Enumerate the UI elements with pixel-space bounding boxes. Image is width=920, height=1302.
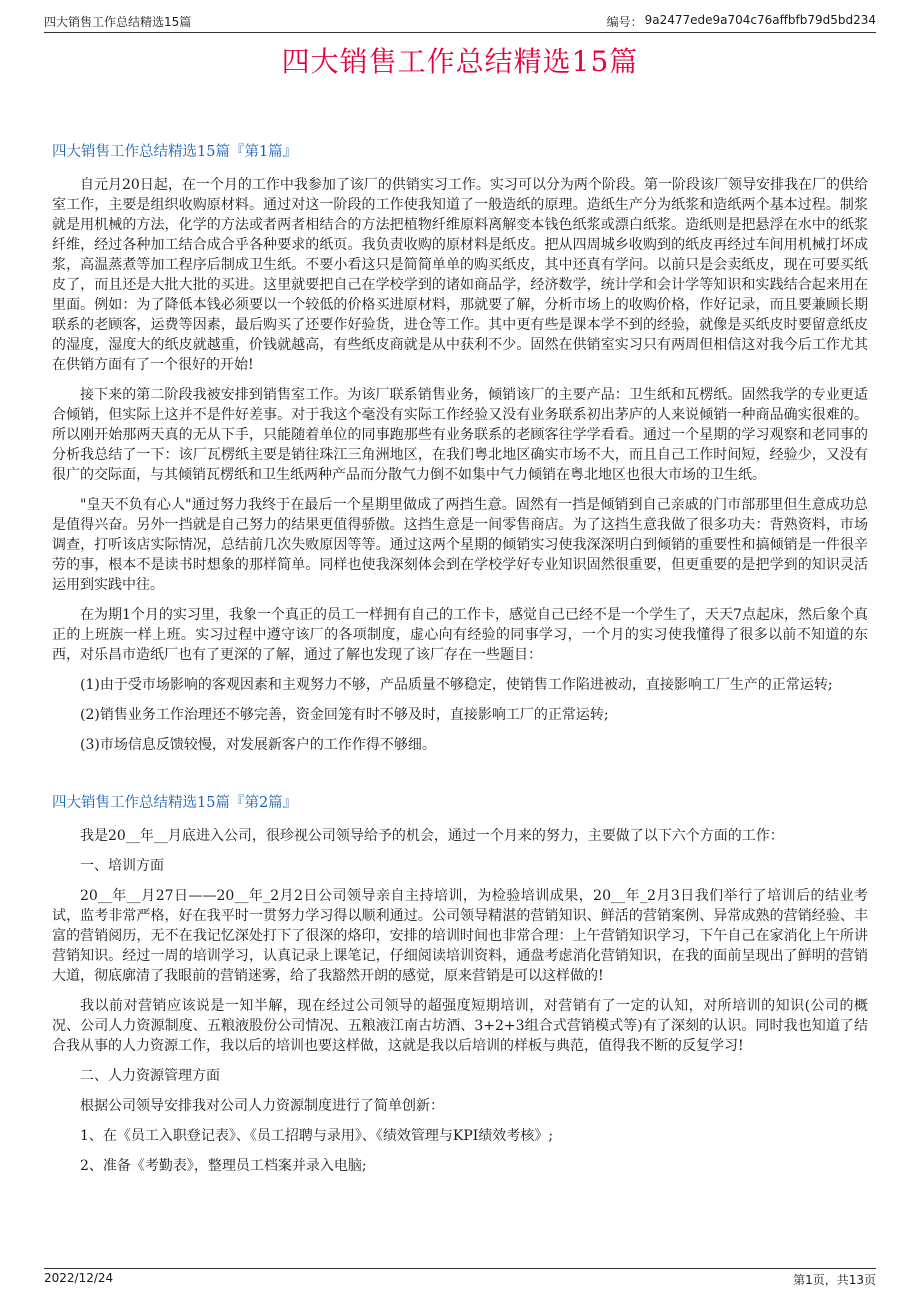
document-body: [52, 140, 868, 1186]
paragraph: 接下来的第二阶段我被安排到销售室工作。为该厂联系销售业务，倾销该厂的主要产品：卫生纸和瓦楞纸。固然我学的专业更适合倾销，但实际上这并不是件好差事。对于我这个毫没有实际工作经验又没有业务联系初出茅庐的人来说倾销一种商品确实很难的。所以刚开始那两天真的无从下手，只能随着单位的同事跑那些有业务联系的老顾客往学学看看。通过一个星期的学习观察和老同事的分析我总结了一下：该厂瓦楞纸主要是销往珠江三角洲地区，在我们粤北地区确实市场不大，而且自己工作时间短，经验少，又没有很广的交际面，与其倾销瓦楞纸和卫生纸两种产品而分散气力倒不如集中气力倾销在粤北地区也很大市场的卫生纸。: [52, 387, 868, 483]
section-2-heading: 四大销售工作总结精选15篇『第2篇』: [52, 795, 298, 811]
list-item: 1、在《员工入职登记表》、《员工招聘与录用》、《绩效管理与KPI绩效考核》;: [80, 1128, 554, 1144]
header-doc-name: 四大销售工作总结精选15篇: [44, 14, 192, 29]
page-footer: [44, 1268, 876, 1291]
paragraph: 在为期1个月的实习里，我象一个真正的员工一样拥有自己的工作卡，感觉自己已经不是一个学生了，天天7点起床，然后象个真正的上班族一样上班。实习过程中遵守该厂的各项制度，虚心向有经验的同事学习，一个月的实习使我懂得了很多以前不知道的东西，对乐昌市造纸厂也有了更深的了解，通过了解也发现了该厂存在一些题目：: [52, 607, 868, 663]
list-item: (2)销售业务工作治理还不够完善，资金回笼有时不够及时，直接影响工厂的正常运转;: [80, 707, 609, 723]
footer-page-info: 第1页，共13页: [793, 1273, 876, 1287]
subheading: 一、培训方面: [80, 858, 164, 874]
paragraph: "皇天不负有心人"通过努力我终于在最后一个星期里做成了两挡生意。固然有一挡是倾销到自己亲戚的门市部那里但生意成功总是值得兴奋。另外一挡就是自己努力的结果更值得骄傲。这挡生意是一间零售商店。为了这挡生意我做了很多功夫：背熟资料，市场调查，打听该店实际情况，总结前几次失败原因等等。通过这两个星期的倾销实习使我深深明白到倾销的重要性和搞倾销是一件很辛劳的事，根本不是读书时想象的那样简单。同样也使我深刻体会到在学校学好专业知识固然很重要，但更重要的是把学到的知识灵活运用到实践中往。: [52, 497, 868, 593]
header-id-label: 编号：: [606, 14, 643, 29]
footer-date: 2022/12/24: [44, 1271, 114, 1285]
list-item: (1)由于受市场影响的客观因素和主观努力不够，产品质量不够稳定，使销售工作陷进被动，直接影响工厂生产的正常运转;: [80, 677, 833, 693]
section-1-heading: 四大销售工作总结精选15篇『第1篇』: [52, 144, 298, 160]
paragraph: 根据公司领导安排我对公司人力资源制度进行了简单创新：: [80, 1098, 444, 1114]
document-title: 四大销售工作总结精选15篇: [281, 45, 639, 78]
page-header: [44, 10, 876, 33]
paragraph: 20__年__月27日——20__年_2月2日公司领导亲自主持培训，为检验培训成果，20__年_2月3日我们举行了培训后的结业考试，监考非常严格，好在我平时一贯努力学习得以顺利通过。公司领导精湛的营销知识、鲜活的营销案例、异常成熟的营销经验、丰富的营销阅历，无不在我记忆深处打下了很深的烙印，安排的培训时间也非常合理：上午营销知识学习，下午自己在家消化上午所讲营销知识。经过一周的培训学习，认真记录上课笔记，仔细阅读培训资料，通盘考虑消化营销知识，在我的面前呈现出了鲜明的营销大道，彻底廓清了我眼前的营销迷雾，给了我豁然开朗的感觉，原来营销是可以这样做的!: [52, 888, 868, 984]
paragraph: 自元月20日起，在一个月的工作中我参加了该厂的供销实习工作。实习可以分为两个阶段。第一阶段该厂领导安排我在厂的供给室工作，主要是组织收购原材料。通过对这一阶段的工作使我知道了一般造纸的原理。造纸生产分为纸浆和造纸两个基本过程。制浆就是用机械的方法，化学的方法或者两者相结合的方法把植物纤维原料离解变本钱色纸浆或漂白纸浆。造纸则是把悬浮在水中的纸浆纤维，经过各种加工结合成合乎各种要求的纸页。我负责收购的原材料是纸皮。把从四周城乡收购到的纸皮再经过车间用机械打坏成浆，高温蒸煮等加工程序后制成卫生纸。不要小看这只是简简单单的购买纸皮，其中还真有学问。以前只是会卖纸皮，现在可要买纸皮了，而且还是大批大批的买进。这里就要把自己在学校学到的诸如商品学，经济数学，统计学和会计学等知识和实践结合起来用在里面。例如：为了降低本钱必须要以一个较低的价格买进原材料，那就要了解，分析市场上的收购价格，作好记录，而且要兼顾长期联系的老顾客，运费等因素，最后购买了还要作好验货，进仓等工作。其中更有些是课本学不到的经验，就像是买纸皮时要留意纸皮的湿度，湿度大的纸皮就越重，价钱就越高，有些纸皮商就是从中获利不少。固然在供销室实习只有两周但相信这对我今后工作尤其在供销方面有了一个很好的开始!: [52, 177, 868, 373]
list-item: (3)市场信息反馈较慢，对发展新客户的工作作得不够细。: [80, 737, 436, 753]
paragraph: 我以前对营销应该说是一知半解，现在经过公司领导的超强度短期培训，对营销有了一定的认知，对所培训的知识(公司的概况、公司人力资源制度、五粮液股份公司情况、五粮液江南古坊酒、3+2+3组合式营销模式等)有了深刻的认识。同时我也知道了结合我从事的人力资源工作，我以后的培训也要这样做，这就是我以后培训的样板与典范，值得我不断的反复学习!: [52, 998, 868, 1054]
list-item: 2、准备《考勤表》，整理员工档案并录入电脑;: [80, 1158, 367, 1174]
header-id: [607, 13, 876, 30]
subheading: 二、人力资源管理方面: [80, 1068, 220, 1084]
paragraph: 我是20__年__月底进入公司，很珍视公司领导给予的机会，通过一个月来的努力，主要做了以下六个方面的工作：: [80, 828, 784, 844]
header-id-value: 9a2477ede9a704c76affbfb79d5bd234: [644, 12, 876, 27]
